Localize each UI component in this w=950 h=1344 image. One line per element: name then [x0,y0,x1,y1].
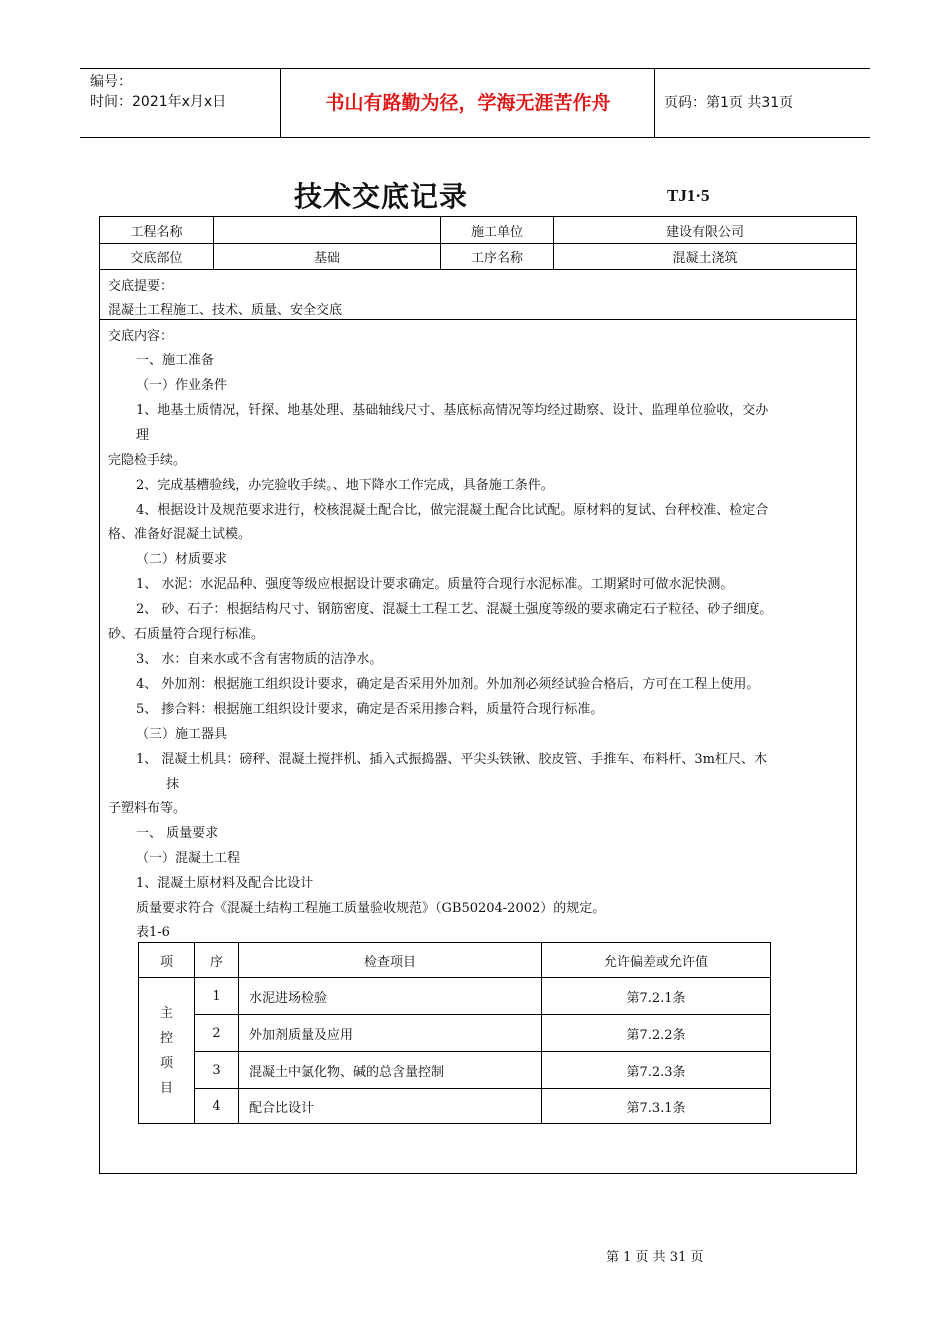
content-line: 3、 水：自来水或不含有害物质的洁净水。 [136,652,383,667]
table-row [195,1089,770,1123]
row-item: 混凝土中氯化物、碱的总含量控制 [239,1052,542,1088]
row-value: 第7.2.2条 [626,1027,686,1043]
unit-label: 施工单位 [441,217,554,243]
table-header-cell: 序 [195,943,239,977]
content-line: 4、 外加剂：根据施工组织设计要求，确定是否采用外加剂。外加剂必须经试验合格后，方可在工程上使用。 [136,677,760,692]
header-meta [90,72,226,112]
content-line: （一）作业条件 [136,378,228,393]
time-label: 时间：2021年x月x日 [90,94,227,110]
content-line: 1、地基土质情况，钎探、地基处理、基础轴线尺寸、基底标高情况等均经过勘察、设计、监理单位验收，交办 [136,403,769,418]
document-title: 技术交底记录 [294,180,469,213]
row-value: 第7.3.1条 [626,1100,686,1116]
content-line: 理 [136,428,150,443]
page-header [80,68,870,138]
table-row [195,978,770,1015]
content-line: 一、施工准备 [136,353,215,368]
content-line: 1、 混凝土机具：磅秤、混凝土搅拌机、插入式振捣器、平尖头铁锹、胶皮管、手推车、布料杆、3m杠尺、木 [136,752,768,767]
process-value: 混凝土浇筑 [672,251,738,266]
content-line: 1、混凝土原材料及配合比设计 [136,876,314,891]
content-line: 5、 掺合料：根据施工组织设计要求，确定是否采用掺合料，质量符合现行标准。 [136,702,604,717]
table-header-cell: 检查项目 [239,943,542,977]
content-line: 砂、石质量符合现行标准。 [108,627,265,642]
part-label: 交底部位 [100,244,214,269]
content-line: 质量要求符合《混凝土结构工程施工质量验收规范》（GB50204-2002）的规定。 [136,901,606,916]
table-row [195,1015,770,1052]
row-number: 4 [195,1089,239,1123]
page-footer: 第 1 页 共 31 页 [606,1250,704,1265]
content-line: （一）混凝土工程 [136,851,241,866]
row-number: 3 [195,1052,239,1088]
table-row [195,1052,770,1089]
record-frame [99,216,857,1174]
table-header-row [139,943,770,978]
part-value: 基础 [214,244,441,269]
process-label: 工序名称 [441,244,554,269]
content-line: 抹 [166,777,180,792]
row-value: 第7.2.3条 [626,1064,686,1080]
content-line: 4、根据设计及规范要求进行，校核混凝土配合比，做完混凝土配合比试配。原材料的复试、台秤校准、检定合 [136,503,769,518]
summary-section [100,270,856,320]
row-item: 外加剂质量及应用 [239,1015,542,1051]
project-name-label: 工程名称 [100,217,214,243]
row-item: 配合比设计 [239,1089,542,1123]
content-line: 2、完成基槽验线，办完验收手续。、地下降水工作完成，具备施工条件。 [136,478,554,493]
number-label: 编号： [90,74,132,90]
inspection-table [138,942,771,1124]
project-name-value [214,217,441,243]
content-line: 子塑料布等。 [108,801,187,816]
content-line: （二）材质要求 [136,552,228,567]
content-line: 格、准备好混凝土试模。 [108,527,252,542]
row-number: 1 [195,978,239,1014]
header-divider [280,69,281,137]
content-line: 1、 水泥：水泥品种、强度等级应根据设计要求确定。质量符合现行水泥标准。工期紧时可做水泥快测。 [136,577,734,592]
document-code: TJ1·5 [667,186,710,205]
motto: 书山有路勤为径，学海无涯苦作舟 [325,92,611,114]
content-line: 2、 砂、石子：根据结构尺寸、钢筋密度、混凝土工程工艺、混凝土强度等级的要求确定石子粒径、砂子细度。 [136,602,773,617]
page-label: 页码：第1页 共31页 [664,95,794,111]
table-caption: 表1-6 [136,925,170,940]
info-row [100,217,856,244]
unit-value: 建设有限公司 [665,224,744,240]
info-row [100,244,856,270]
summary-label: 交底提要： [108,279,174,294]
row-value: 第7.2.1条 [626,990,686,1006]
row-number: 2 [195,1015,239,1051]
content-line: 一、 质量要求 [136,826,219,841]
table-header-cell: 允许偏差或允许值 [603,954,708,970]
group-cell: 主 控 项 目 [139,978,195,1123]
content-line: （三）施工器具 [136,727,228,742]
row-item: 水泥进场检验 [239,978,542,1014]
content-line: 完隐检手续。 [108,453,187,468]
summary-text: 混凝土工程施工、技术、质量、安全交底 [108,303,343,318]
header-divider [654,69,655,137]
table-header-cell: 项 [139,943,195,977]
content-label: 交底内容： [108,329,174,344]
